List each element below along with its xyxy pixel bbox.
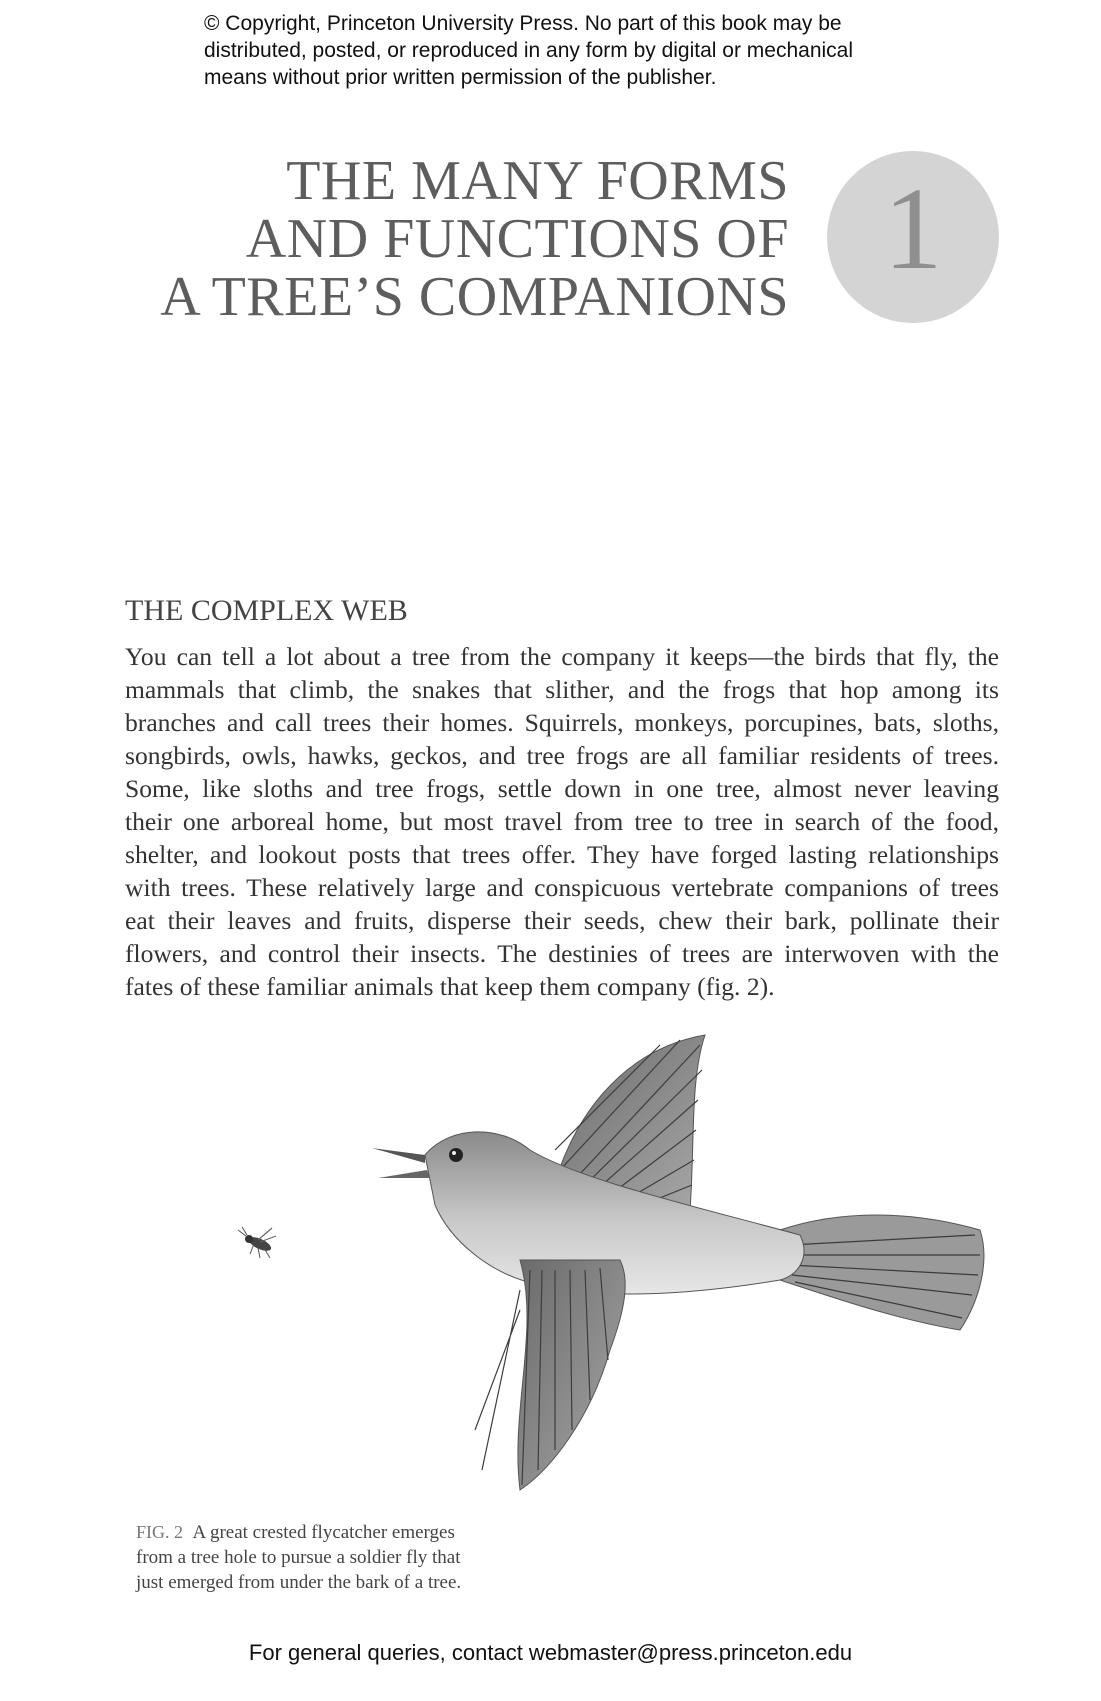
copyright-notice: [204, 10, 964, 91]
paragraph-line: songbirds, owls, hawks, geckos, and tree frogs are all familiar residents of trees.: [125, 741, 999, 770]
paragraph-line: branches and call trees their homes. Squirrels, monkeys, porcupines, bats, sloths,: [125, 708, 999, 737]
soldier-fly-drawing: [238, 1227, 276, 1258]
caption-line: [136, 1520, 516, 1545]
figure-label: FIG. 2: [136, 1522, 184, 1542]
caption-line: just emerged from under the bark of a tree.: [136, 1572, 462, 1593]
section-heading: THE COMPLEX WEB: [125, 594, 408, 627]
paragraph-line: with trees. These relatively large and conspicuous vertebrate companions of trees: [125, 873, 999, 902]
figure-caption: [136, 1520, 516, 1595]
paragraph-line: shelter, and lookout posts that trees offer. They have forged lasting relationships: [125, 840, 999, 869]
caption-line: from a tree hole to pursue a soldier fly that: [136, 1547, 461, 1568]
copyright-line: distributed, posted, or reproduced in any form by digital or mechanical: [204, 39, 854, 62]
footer-contact: For general queries, contact webmaster@press.princeton.edu: [248, 1640, 853, 1665]
chapter-title: [160, 152, 789, 326]
paragraph-line: flowers, and control their insects. The destinies of trees are interwoven with the: [125, 939, 999, 968]
chapter-title-line: A TREE’S COMPANIONS: [160, 266, 789, 328]
paragraph-line: fates of these familiar animals that keep them company (fig. 2).: [125, 972, 775, 1001]
caption-text: A great crested flycatcher emerges: [192, 1522, 455, 1543]
paragraph-line: You can tell a lot about a tree from the company it keeps—the birds that fly, the: [125, 642, 999, 671]
paragraph-line: their one arboreal home, but most travel from tree to tree in search of the food,: [125, 807, 999, 836]
lower-wing-drawing: [475, 1260, 625, 1490]
chapter-number-badge: [827, 151, 999, 323]
tail-drawing: [780, 1215, 984, 1330]
body-paragraph: [125, 640, 999, 1003]
paragraph-line: eat their leaves and fruits, disperse their seeds, chew their bark, pollinate their: [125, 906, 999, 935]
chapter-title-line: THE MANY FORMS: [286, 150, 789, 212]
copyright-line: means without prior written permission of the publisher.: [204, 66, 717, 89]
chapter-title-line: AND FUNCTIONS OF: [245, 208, 789, 270]
chapter-number: 1: [883, 163, 943, 294]
paragraph-line: mammals that climb, the snakes that slither, and the frogs that hop among its: [125, 675, 999, 704]
copyright-line: © Copyright, Princeton University Press. No part of this book may be: [204, 12, 842, 35]
paragraph-line: Some, like sloths and tree frogs, settle down in one tree, almost never leaving: [125, 774, 999, 803]
